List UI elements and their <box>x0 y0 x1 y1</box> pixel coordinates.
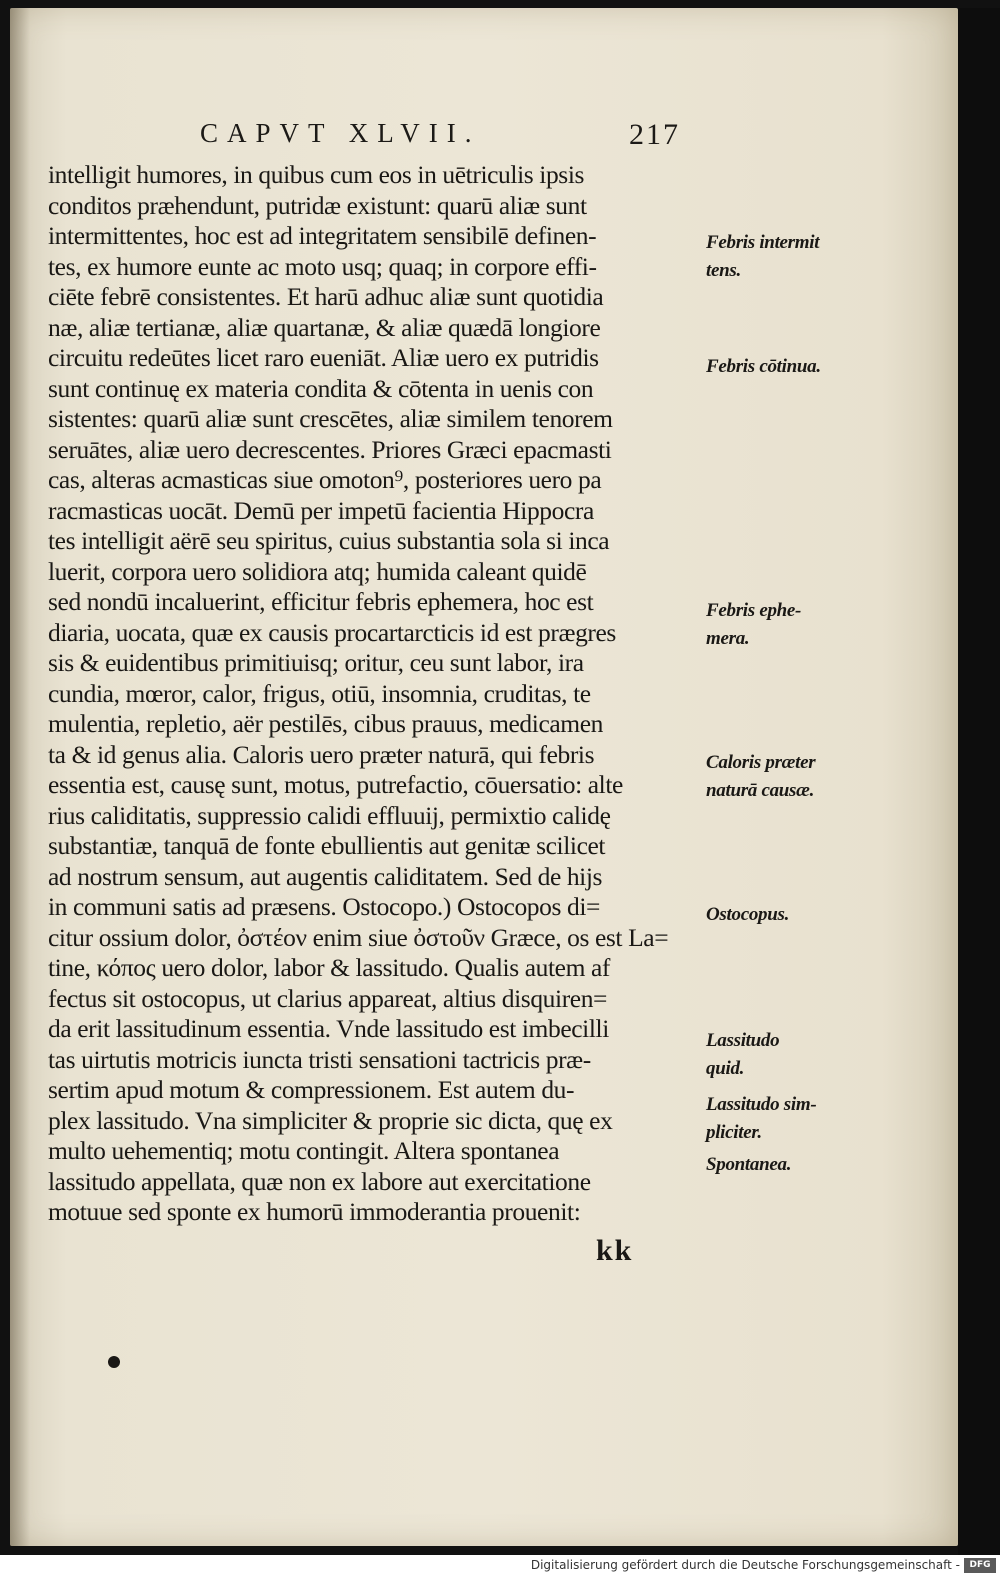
spine-shadow <box>10 8 30 1546</box>
marginal-note-line: Febris cōtinua. <box>706 356 821 377</box>
text-line: luerit, corpora uero solidiora atq; humida caleant quidē <box>48 556 587 586</box>
text-line: mulentia, repletio, aër pestilēs, cibus prauus, medicamen <box>48 709 604 738</box>
text-line: sertim apud motum & compressionem. Est autem du- <box>48 1075 575 1104</box>
marginal-note-line: Spontanea. <box>706 1154 792 1175</box>
marginal-note-line: Caloris præter <box>706 752 816 773</box>
text-line: plex lassitudo. Vna simpliciter & proprie sic dicta, quę ex <box>48 1105 613 1135</box>
text-line: motuue sed sponte ex humorū immoderantia prouenit: <box>48 1197 581 1226</box>
signature-mark: kk <box>596 1234 634 1267</box>
marginal-note-line: mera. <box>706 628 750 649</box>
running-header <box>200 118 680 158</box>
marginal-note-line: quid. <box>706 1058 745 1079</box>
text-line: circuitu redeūtes licet raro eueniāt. Aliæ uero ex putridis <box>48 343 599 372</box>
text-line: da erit lassitudinum essentia. Vnde lassitudo est imbecilli <box>48 1014 609 1043</box>
marginal-note <box>706 1094 816 1144</box>
text-line: sunt continuę ex materia condita & cōtenta in uenis con <box>48 373 594 403</box>
text-line: fectus sit ostocopus, ut clarius appareat, altius disquiren= <box>48 983 608 1013</box>
page-number: 217 <box>629 118 680 151</box>
text-line: conditos præhendunt, putridæ existunt: quarū aliæ sunt <box>48 190 587 220</box>
text-line: intermittentes, hoc est ad integritatem sensibilē definen- <box>48 221 597 250</box>
text-line: lassitudo appellata, quæ non ex labore aut exercitatione <box>48 1166 591 1196</box>
footer-bar <box>0 1555 1000 1577</box>
marginal-note-line: Febris intermit <box>706 232 820 253</box>
marginal-note-line: Lassitudo sim- <box>706 1094 817 1115</box>
marginal-note-line: tens. <box>706 260 741 281</box>
text-line: racmasticas uocāt. Demū per impetū facientia Hippocra <box>48 495 594 525</box>
funding-notice: Digitalisierung gefördert durch die Deutsche Forschungsgemeinschaft - <box>530 1558 960 1572</box>
text-line: sistentes: quarū aliæ sunt crescētes, aliæ similem tenorem <box>48 404 613 433</box>
text-line: substantiæ, tanquā de fonte ebullientis aut genitæ scilicet <box>48 831 606 860</box>
marginal-note <box>706 232 819 282</box>
marginal-note-line: Febris ephe- <box>706 600 802 621</box>
text-line: citur ossium dolor, ὀστέον enim siue ὀστοῦν Græce, os est La= <box>48 922 669 952</box>
text-line: seruātes, aliæ uero decrescentes. Priores Græci epacmasti <box>48 434 612 464</box>
marginal-note <box>706 752 815 802</box>
text-line: sed nondū incaluerint, efficitur febris ephemera, hoc est <box>48 587 594 616</box>
text-line: multo uehementiq; motu contingit. Altera spontanea <box>48 1136 560 1165</box>
text-line: ciēte febrē consistentes. Et harū adhuc aliæ sunt quotidia <box>48 282 604 311</box>
main-text-block <box>48 160 698 1228</box>
text-line: tes, ex humore eunte ac moto usq; quaq; in corpore effi- <box>48 251 597 281</box>
marginal-note-line: pliciter. <box>706 1122 762 1143</box>
marginal-note-line: Ostocopus. <box>706 904 790 925</box>
marginal-note <box>706 356 821 378</box>
text-line: tine, κόπος uero dolor, labor & lassitudo. Qualis autem af <box>48 953 611 982</box>
marginal-note-line: Lassitudo <box>706 1030 780 1051</box>
dfg-logo: DFG <box>964 1558 996 1573</box>
text-line: diaria, uocata, quæ ex causis procartarcticis id est prægres <box>48 617 616 647</box>
ink-dot <box>108 1356 120 1368</box>
text-line: cas, alteras acmasticas siue omoton⁹, posteriores uero pa <box>48 465 602 494</box>
marginal-note <box>706 600 801 650</box>
text-line: sis & euidentibus primitiuisq; oritur, ceu sunt labor, ira <box>48 648 584 677</box>
text-line: tes intelligit aërē seu spiritus, cuius substantia sola si inca <box>48 526 610 555</box>
marginal-note-line: naturā causæ. <box>706 780 815 801</box>
chapter-title: CAPVT XLVII. <box>200 118 481 148</box>
text-line: ad nostrum sensum, aut augentis caliditatem. Sed de hijs <box>48 861 603 891</box>
text-line: rius caliditatis, suppressio calidi effluuij, permixtio calidę <box>48 800 611 830</box>
text-line: næ, aliæ tertianæ, aliæ quartanæ, & aliæ quædā longiore <box>48 312 601 342</box>
marginal-note <box>706 904 789 926</box>
text-line: in communi satis ad præsens. Ostocopo.) Ostocopos di= <box>48 892 601 921</box>
marginal-note <box>706 1154 791 1176</box>
text-line: ta & id genus alia. Caloris uero præter naturā, qui febris <box>48 739 595 769</box>
scan-edge <box>958 8 1000 1555</box>
text-line: essentia est, causę sunt, motus, putrefactio, cōuersatio: alte <box>48 770 623 799</box>
text-line: tas uirtutis motricis iuncta tristi sensationi tactricis præ- <box>48 1044 591 1074</box>
text-line: cundia, mœror, calor, frigus, otiū, insomnia, cruditas, te <box>48 678 591 708</box>
text-line: intelligit humores, in quibus cum eos in uētriculis ipsis <box>48 160 585 189</box>
marginal-note <box>706 1030 779 1080</box>
